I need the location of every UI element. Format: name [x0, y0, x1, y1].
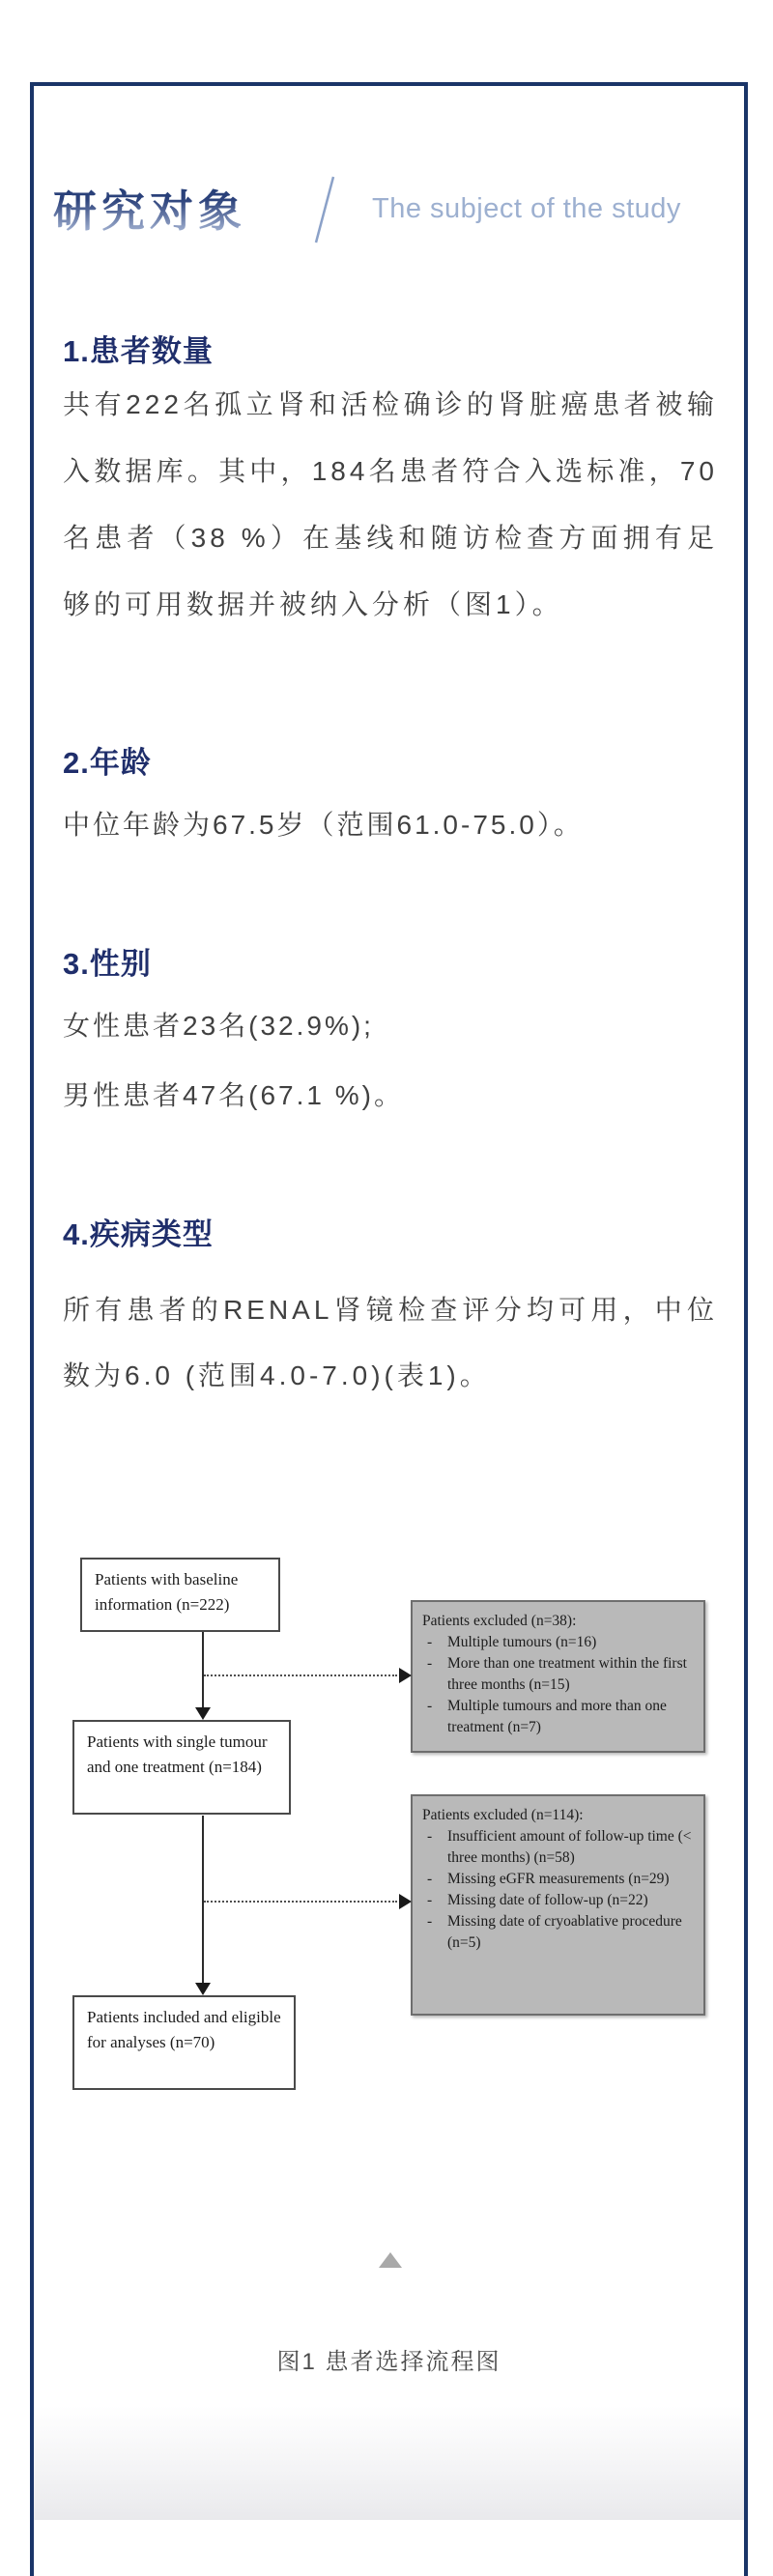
section-heading-patient-count: 1.患者数量 — [63, 334, 214, 368]
excluded-item: - Missing eGFR measurements (n=29) — [422, 1869, 696, 1890]
section-heading-disease-type: 4.疾病类型 — [63, 1217, 214, 1251]
excluded-item: - Multiple tumours and more than one treatment (n=7) — [422, 1696, 696, 1738]
figure-caption: 图1 患者选择流程图 — [276, 2349, 501, 2375]
bullet-dash: - — [427, 1913, 433, 1930]
flow-box-excluded-38 — [411, 1600, 705, 1753]
arrow-down-icon — [195, 1983, 211, 1995]
page-title: 研究对象 — [53, 176, 246, 239]
arrow-right-icon — [399, 1668, 412, 1683]
arrow-right-icon — [399, 1894, 412, 1909]
page-subtitle: The subject of the study — [372, 193, 681, 224]
flow-box-included: Patients included and eligible for analyses (n=70) — [72, 1995, 296, 2090]
bullet-dash: - — [427, 1892, 433, 1908]
bullet-dash: - — [427, 1698, 433, 1714]
flow-box-single-tumour: Patients with single tumour and one treatment (n=184) — [72, 1720, 291, 1815]
section-body-age: 中位年龄为67.5岁（范围61.0-75.0）。 — [63, 810, 584, 840]
arrow-down-icon — [195, 1707, 211, 1720]
section-heading-age: 2.年龄 — [63, 746, 152, 780]
excluded-item: - More than one treatment within the first three months (n=15) — [422, 1653, 696, 1696]
section-body-gender-male: 男性患者47名(67.1 %)。 — [63, 1080, 404, 1110]
flow-box-baseline: Patients with baseline information (n=222) — [80, 1558, 280, 1632]
collapse-triangle-icon[interactable] — [379, 2252, 402, 2268]
bullet-dash: - — [427, 1655, 433, 1672]
section-gradient-divider — [34, 2406, 744, 2520]
excluded-item: - Missing date of cryoablative procedure (n=5) — [422, 1911, 696, 1954]
section-heading-gender: 3.性别 — [63, 947, 152, 981]
section-body-patient-count: 共有222名孤立肾和活检确诊的肾脏癌患者被输入数据库。其中，184名患者符合入选标准，70名患者（38 %）在基线和随访检查方面拥有足够的可用数据并被纳入分析（图1）。 — [63, 389, 718, 619]
bullet-dash: - — [427, 1634, 433, 1650]
excluded-38-title: Patients excluded (n=38): — [422, 1613, 577, 1629]
flow-connector-vertical-1 — [202, 1632, 204, 1708]
excluded-item: - Insufficient amount of follow-up time (< three months) (n=58) — [422, 1826, 696, 1869]
excluded-item: - Missing date of follow-up (n=22) — [422, 1890, 696, 1911]
flow-connector-vertical-2 — [202, 1816, 204, 1984]
flow-connector-dotted-1 — [204, 1674, 397, 1676]
bullet-dash: - — [427, 1871, 433, 1887]
section-body-disease-type: 所有患者的RENAL肾镜检查评分均可用，中位数为6.0 (范围4.0-7.0)(表1)。 — [63, 1295, 718, 1390]
title-divider-slash — [307, 172, 338, 247]
section-body-gender-female: 女性患者23名(32.9%); — [63, 1011, 374, 1041]
excluded-114-title: Patients excluded (n=114): — [422, 1807, 584, 1823]
bullet-dash: - — [427, 1828, 433, 1845]
excluded-item: - Multiple tumours (n=16) — [422, 1632, 696, 1653]
flow-box-excluded-114 — [411, 1794, 705, 2016]
flow-connector-dotted-2 — [204, 1901, 397, 1903]
